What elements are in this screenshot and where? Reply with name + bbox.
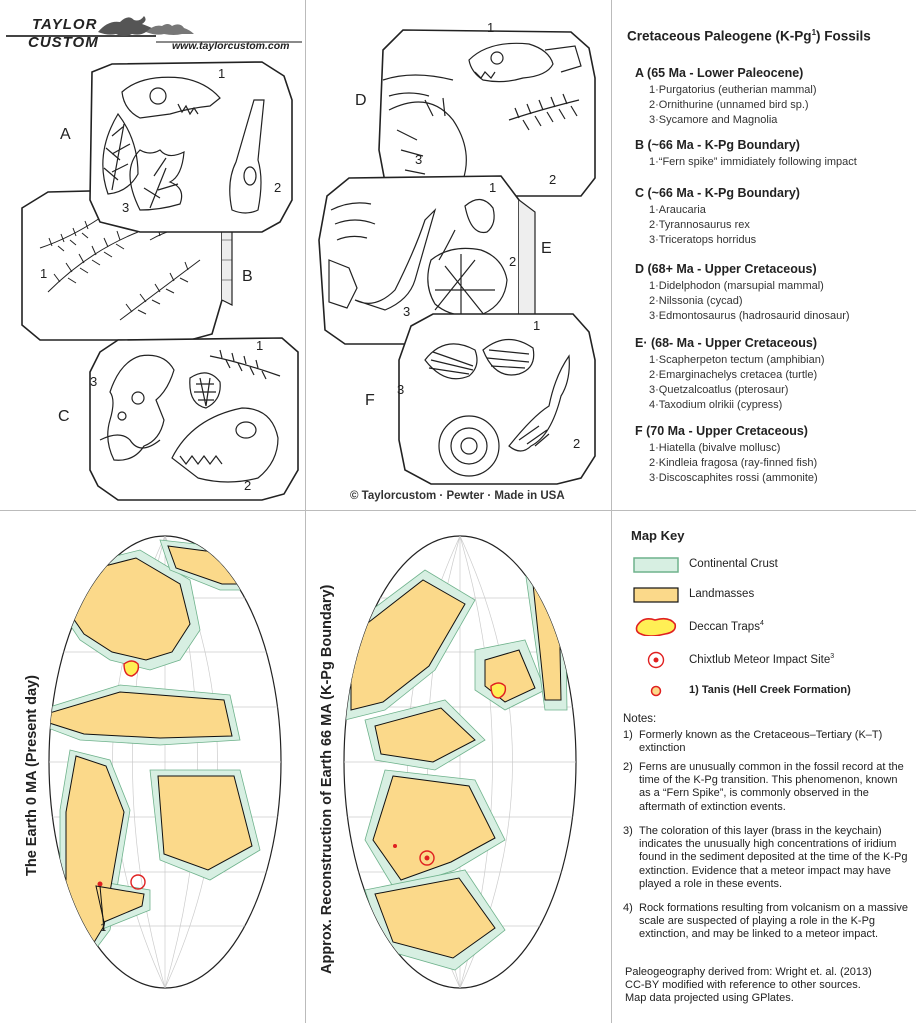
key-chixtlub (631, 649, 911, 671)
legend-item: 3·Triceratops horridus (649, 234, 757, 246)
tile-f-number-2: 2 (573, 436, 581, 451)
credit-line: CC-BY modified with reference to other sources. (625, 979, 861, 992)
legend-item: 2·Kindleia fragosa (ray-finned fish) (649, 457, 818, 469)
key-label-sup: 3 (830, 653, 835, 660)
deccan-traps-marker (491, 683, 505, 698)
legend-item: 3·Sycamore and Magnolia (649, 114, 778, 126)
note-number: 4) (623, 902, 633, 914)
legend-title-end: ) Fossils (816, 28, 871, 44)
copyright-text: © Taylorcustom · Pewter · Made in USA (350, 490, 565, 502)
key-label-text: Deccan Traps (689, 620, 760, 633)
note-text: Formerly known as the Cretaceous–Tertiary (K–T) extinction (639, 729, 883, 755)
credit-block (625, 966, 915, 1006)
legend-item: 2·Ornithurine (unnamed bird sp.) (649, 99, 809, 111)
key-continental-crust (631, 554, 911, 576)
key-label (689, 620, 764, 633)
note-text: Rock formations resulting from volcanism on a massive scale are suspected of playing a role in the K-Pg extinction, and may be linked to a meteor impact. (639, 902, 908, 941)
key-deccan-traps (631, 616, 911, 638)
tile-c-number-1: 1 (256, 338, 264, 353)
fossil-tile-f (399, 314, 595, 484)
note-1 (623, 729, 909, 755)
note-number: 1) (623, 729, 633, 741)
key-label (689, 653, 834, 666)
legend-group-heading: B (~66 Ma - K-Pg Boundary) (635, 138, 800, 152)
tile-e-number-1: 1 (489, 180, 497, 195)
legend-item: 3·Edmontosaurus (hadrosaurid dinosaur) (649, 310, 850, 322)
brand-name-line2: CUSTOM (28, 34, 99, 51)
fossil-legend-panel (611, 0, 916, 510)
fossil-tile-d (379, 30, 595, 196)
tile-a-number-1: 1 (218, 66, 226, 81)
tile-d-number-2: 2 (549, 172, 557, 187)
tanis-marker (98, 882, 103, 887)
tile-d-number-1: 1 (487, 20, 495, 35)
legend-group-heading: E· (68- Ma - Upper Cretaceous) (635, 336, 817, 350)
landmass-swatch-icon (633, 587, 679, 603)
legend-group-heading: C (~66 Ma - K-Pg Boundary) (635, 186, 800, 200)
legend-group-c (635, 186, 910, 248)
key-label: Landmasses (689, 588, 755, 600)
key-label-sup: 4 (759, 620, 764, 627)
credit-line: Paleogeography derived from: Wright et. al. (2013) (625, 966, 872, 978)
note-number: 3) (623, 825, 633, 837)
legend-item: 2·Tyrannosaurus rex (649, 219, 750, 231)
tile-f-number-1: 1 (533, 318, 541, 333)
key-label: 1) Tanis (Hell Creek Formation) (689, 684, 851, 696)
key-label-text: Chixtlub Meteor Impact Site (689, 653, 831, 666)
tanis-site-icon (633, 683, 679, 699)
notes-heading: Notes: (623, 713, 657, 725)
legend-item: 3·Discoscaphites rossi (ammonite) (649, 472, 818, 484)
impact-site-icon (633, 651, 679, 669)
tile-d-number-3: 3 (415, 152, 423, 167)
tile-c-number-3: 3 (90, 374, 98, 389)
legend-item: 4·Taxodium olrikii (cypress) (649, 399, 783, 411)
fossil-tiles-left (0, 0, 305, 510)
fossil-panel-middle (305, 0, 611, 510)
map-key-title: Map Key (631, 528, 685, 543)
brand-name-line1: TAYLOR (32, 16, 98, 33)
note-2 (623, 761, 909, 814)
impact-center-dot (425, 856, 430, 861)
tile-e-number-3: 3 (403, 304, 411, 319)
tile-f-number-3: 3 (397, 382, 405, 397)
tile-label-c: C (58, 408, 70, 425)
legend-group-a (635, 66, 910, 128)
deccan-traps-marker (124, 661, 138, 676)
brand-url[interactable]: www.taylorcustom.com (172, 40, 290, 52)
map-present-title: The Earth 0 MA (Present day) (24, 675, 40, 876)
tile-b-number-1: 1 (40, 266, 48, 281)
credit-line: Map data projected using GPlates. (625, 992, 794, 1005)
fossil-tile-c (90, 338, 298, 500)
key-landmasses (631, 584, 911, 606)
legend-title-sup: 1 (811, 28, 817, 37)
legend-item: 2·Emarginachelys cretacea (turtle) (649, 369, 818, 381)
legend-item: 1·Scapherpeton tectum (amphibian) (649, 354, 825, 366)
tile-label-a: A (60, 126, 71, 143)
tanis-marker (393, 844, 397, 848)
legend-group-heading: F (70 Ma - Upper Cretaceous) (635, 424, 808, 438)
tile-c-number-2: 2 (244, 478, 252, 493)
note-4 (623, 902, 909, 942)
fossil-panel-left (0, 0, 305, 510)
legend-group-d (635, 262, 910, 324)
map-kpg-boundary (305, 510, 611, 1023)
legend-group-heading: A (65 Ma - Lower Paleocene) (635, 66, 804, 80)
legend-group-e (635, 336, 910, 413)
map-present-day (0, 510, 305, 1023)
legend-title (627, 28, 871, 44)
note-number: 2) (623, 761, 633, 773)
fossil-tile-a (90, 62, 292, 232)
note-3 (623, 825, 909, 891)
legend-item: 1·Didelphodon (marsupial mammal) (649, 280, 824, 292)
deccan-swatch-icon (633, 616, 679, 636)
tile-label-e: E (541, 240, 552, 257)
tile-a-number-3: 3 (122, 200, 130, 215)
key-tanis (631, 680, 911, 702)
key-label: Continental Crust (689, 558, 778, 570)
present-day-globe (0, 510, 305, 1023)
map-key-panel (611, 510, 916, 1023)
legend-group-f (635, 424, 910, 486)
tile-e-number-2: 2 (509, 254, 517, 269)
note-text: The coloration of this layer (brass in the keychain) indicates the unusually high concentrations of iridium found in the sediment deposited at the time of the K-Pg extinction. Evidence that a meteor impact may have played a role in these events. (639, 825, 908, 890)
legend-item: 3·Quetzalcoatlus (pterosaur) (649, 384, 789, 396)
legend-item: 1·Purgatorius (eutherian mammal) (649, 84, 817, 96)
fossil-tiles-middle (305, 0, 611, 510)
legend-item: 1·Hiatella (bivalve mollusc) (649, 442, 781, 454)
tile-a-number-2: 2 (274, 180, 282, 195)
legend-item: 1·Araucaria (649, 204, 706, 216)
note-text: Ferns are unusually common in the fossil record at the time of the K-Pg transition. This phenomenon, known as a “Fern Spike”, is commonly observed in the aftermath of extinction events. (639, 761, 904, 813)
legend-item: 1·“Fern spike” immidiately following impact (649, 156, 857, 168)
tile-label-d: D (355, 92, 367, 109)
legend-group-b (635, 138, 910, 170)
legend-group-heading: D (68+ Ma - Upper Cretaceous) (635, 262, 817, 276)
tanis-number-label: 1 (100, 922, 107, 934)
kpg-globe (305, 510, 611, 1023)
legend-title-main: Cretaceous Paleogene (K-Pg (627, 28, 812, 44)
crust-swatch-icon (633, 557, 679, 573)
tile-label-f: F (365, 392, 375, 409)
tile-label-b: B (242, 268, 253, 285)
legend-item: 2·Nilssonia (cycad) (649, 295, 743, 307)
map-kpg-title: Approx. Reconstruction of Earth 66 MA (K-Pg Boundary) (319, 584, 335, 974)
